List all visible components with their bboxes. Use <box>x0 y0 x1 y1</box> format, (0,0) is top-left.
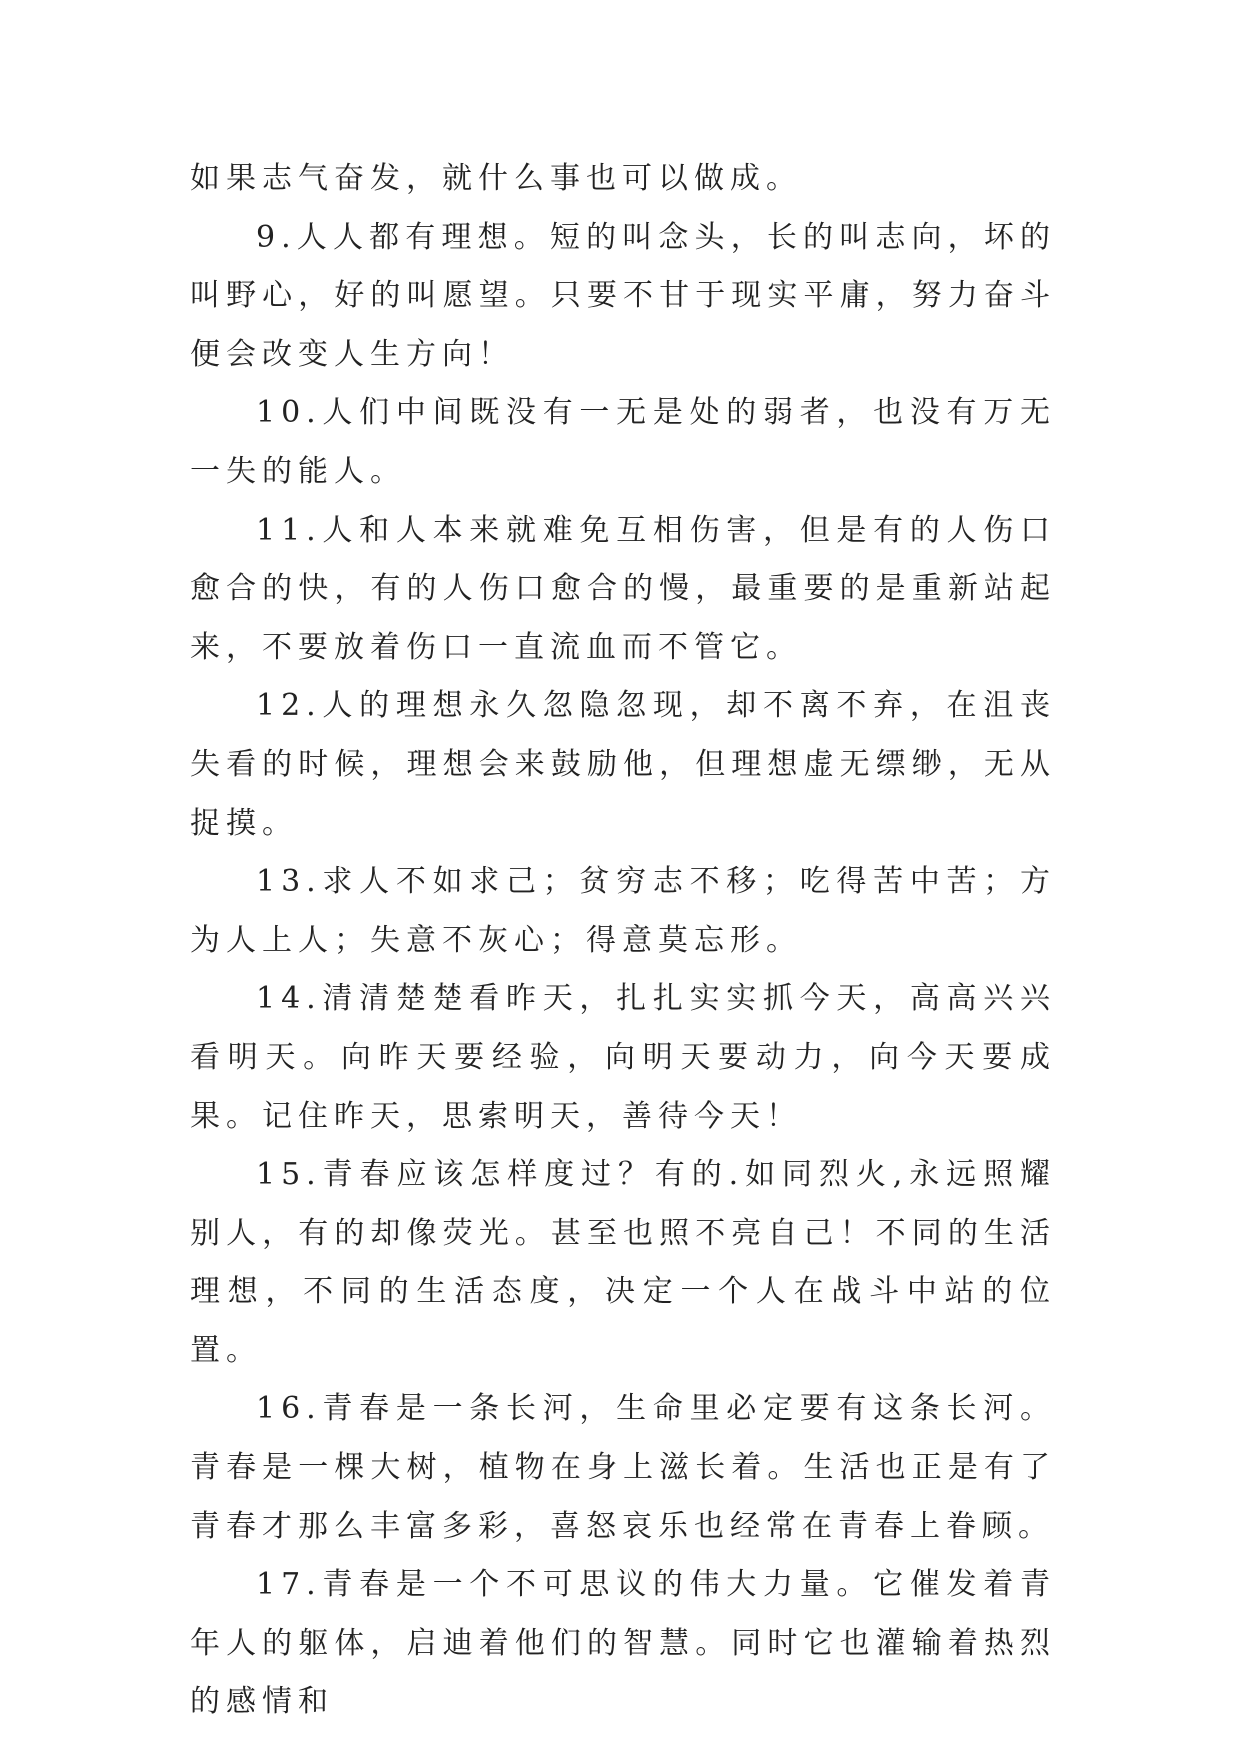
paragraph-15: 15.青春应该怎样度过？有的.如同烈火,永远照耀别人，有的却像荧光。甚至也照不亮自己！不同的生活理想，不同的生活态度，决定一个人在战斗中站的位置。 <box>190 1157 1056 1368</box>
paragraph-9: 9.人人都有理想。短的叫念头，长的叫志向，坏的叫野心，好的叫愿望。只要不甘于现实平庸，努力奋斗便会改变人生方向！ <box>190 219 1056 372</box>
paragraph-14: 14.清清楚楚看昨天，扎扎实实抓今天，高高兴兴看明天。向昨天要经验，向明天要动力，向今天要成果。记住昨天，思索明天，善待今天！ <box>190 981 1056 1134</box>
paragraph-13: 13.求人不如求己；贫穷志不移；吃得苦中苦；方为人上人；失意不灰心；得意莫忘形。 <box>190 864 1056 958</box>
document-body <box>190 150 1056 1732</box>
paragraph-10: 10.人们中间既没有一无是处的弱者，也没有万无一失的能人。 <box>190 395 1056 489</box>
paragraph-17: 17.青春是一个不可思议的伟大力量。它催发着青年人的躯体，启迪着他们的智慧。同时它也灌输着热烈的感情和 <box>190 1567 1056 1720</box>
paragraph-continuation: 如果志气奋发，就什么事也可以做成。 <box>190 161 802 196</box>
paragraph-12: 12.人的理想永久忽隐忽现，却不离不弃，在沮丧失看的时候，理想会来鼓励他，但理想虚无缥缈，无从捉摸。 <box>190 688 1056 841</box>
paragraph-11: 11.人和人本来就难免互相伤害，但是有的人伤口愈合的快，有的人伤口愈合的慢，最重要的是重新站起来，不要放着伤口一直流血而不管它。 <box>190 512 1056 665</box>
paragraph-16: 16.青春是一条长河，生命里必定要有这条长河。青春是一棵大树，植物在身上滋长着。生活也正是有了青春才那么丰富多彩，喜怒哀乐也经常在青春上眷顾。 <box>190 1391 1056 1544</box>
